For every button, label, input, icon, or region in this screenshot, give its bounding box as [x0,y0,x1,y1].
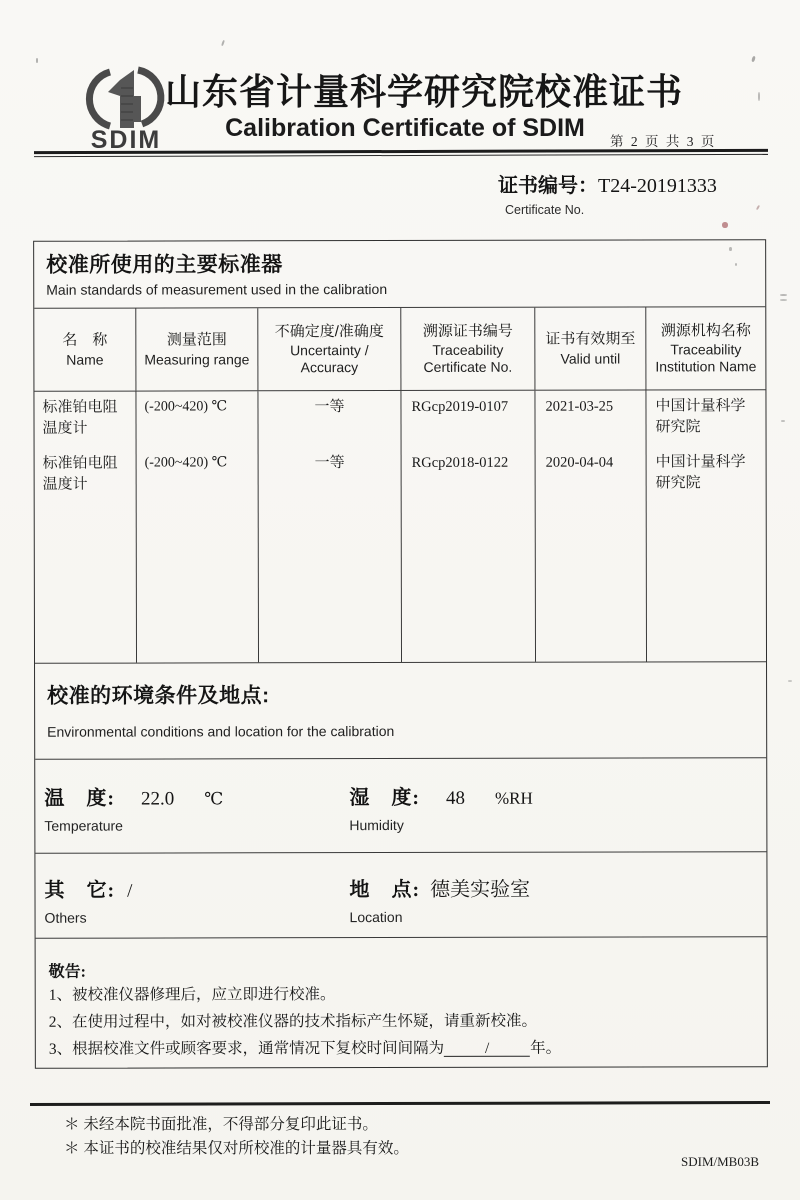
location-label-cn: 地 点: [349,878,421,902]
column-name [34,392,137,663]
notice-section [36,937,767,1068]
table-cell: 一等 [314,399,345,416]
others-label-en: Others [44,909,87,926]
sdim-logo [72,66,180,155]
scan-artifact [751,56,756,63]
table-cell: RGcp2018-0122 [411,454,509,471]
page-number: 第 2 页 共 3 页 [610,134,717,149]
certificate-number-label-cn: 证书编号： [498,175,598,197]
scan-artifact [723,330,726,333]
humidity-field [349,781,533,833]
sdim-logo-text: SDIM [90,126,162,154]
page-title-cn: 山东省计量科学研究院校准证书 [165,72,684,112]
standards-title-cn: 校准所使用的主要标准器 [46,253,283,277]
notice-item-3-suffix: 年。 [530,1039,562,1057]
header-cell-range [136,308,258,390]
header-cell-institution [646,307,765,389]
table-cell: (-200~420) ℃ [144,399,228,415]
scan-artifact [758,92,760,101]
footnote-copy-restriction: ＊ 未经本院书面批准，不得部分复印此证书。 [64,1116,378,1133]
scan-artifact [780,294,787,296]
sdim-emblem-icon [80,66,172,134]
table-cell: 标准铂电阻温度计 [42,455,118,493]
header-cell-name [34,309,136,391]
scan-artifact [735,263,737,266]
certificate-number [498,169,717,198]
certificate-number-value: T24-20191333 [598,175,717,197]
notice-item-3-text: 3、根据校准文件或顾客要求，通常情况下复校时间间隔为 [48,1039,445,1058]
standards-title-en: Main standards of measurement used in the calibration [46,281,388,298]
scan-artifact [722,222,728,228]
header-en: Valid until [560,350,621,367]
header-divider [34,149,768,157]
notice-blank-value: / [444,1041,530,1057]
header-cell-traceability-no [401,308,535,390]
location-field [349,873,530,925]
environment-title-en: Environmental conditions and location for the calibration [47,723,395,740]
humidity-value: 48 [445,787,465,809]
form-number: SDIM/MB03B [681,1154,760,1169]
header-cn: 溯源证书编号 [422,322,513,340]
table-cell: (-200~420) ℃ [144,455,228,471]
table-cell: 2020-04-04 [545,454,614,471]
notice-item-2: 2、在使用过程中，如对被校准仪器的技术指标产生怀疑，请重新校准。 [48,1012,538,1031]
standards-table-header-row [34,307,765,392]
table-cell: RGcp2019-0107 [411,398,509,415]
scan-artifact [221,40,225,46]
scan-artifact [788,680,792,682]
humidity-label-cn: 湿 度: [349,786,420,810]
location-label-en: Location [349,908,403,926]
environment-title-cn: 校准的环境条件及地点: [47,684,270,708]
temperature-field [44,781,223,833]
others-location-row [35,852,766,939]
humidity-label-en: Humidity [349,816,404,834]
others-label-cn: 其 它: [44,879,116,902]
header-cn: 名 称 [62,331,108,350]
standards-table-body [34,390,766,663]
header-en: Uncertainty / Accuracy [290,342,369,376]
temperature-unit: ℃ [204,789,224,809]
main-content-box [33,239,768,1069]
column-valid-until [535,390,647,661]
table-cell: 中国计量科学研究院 [655,454,746,492]
scan-artifact [781,420,785,422]
column-traceability-no [401,391,536,662]
header-cn: 证书有效期至 [545,330,636,349]
header-en: Traceability Institution Name [655,341,757,375]
footnote-validity: ＊ 本证书的校准结果仅对所校准的计量器具有效。 [64,1140,409,1157]
header-cn: 测量范围 [166,331,227,349]
notice-title: 敬告: [48,963,87,981]
others-value: / [127,880,133,902]
table-cell: 2021-03-25 [545,398,614,415]
temperature-label-cn: 温 度: [44,787,115,810]
table-cell: 标准铂电阻温度计 [42,399,118,437]
location-value: 德美实验室 [430,878,531,901]
header-en: Traceability Certificate No. [423,341,513,376]
standards-table [34,307,766,664]
table-cell: 一等 [314,455,345,472]
column-institution [646,390,766,661]
header-en: Measuring range [144,350,250,368]
humidity-unit: %RH [494,788,533,808]
footer-divider [30,1101,770,1106]
certificate-number-label-en: Certificate No. [505,203,585,217]
page-title-en: Calibration Certificate of SDIM [225,114,585,142]
header-en: Name [66,351,104,368]
header-cell-uncertainty [258,308,401,390]
temperature-value: 22.0 [140,788,175,810]
temperature-label-en: Temperature [44,817,123,834]
notice-item-3 [49,1034,767,1063]
table-cell: 中国计量科学研究院 [655,398,746,436]
header-cn: 溯源机构名称 [660,322,751,340]
standards-section-title [34,240,765,309]
column-uncertainty [258,391,402,662]
scan-artifact [729,247,732,251]
scan-artifact [756,205,760,210]
others-field [44,874,132,926]
column-range [136,391,259,662]
temperature-humidity-row [35,758,766,854]
scan-artifact [36,58,38,63]
header-cell-valid-until [535,307,646,389]
header-cn: 不确定度/准确度 [274,322,384,341]
environment-section-title [35,662,766,760]
notice-item-1: 1、被校准仪器修理后，应立即进行校准。 [48,986,336,1004]
